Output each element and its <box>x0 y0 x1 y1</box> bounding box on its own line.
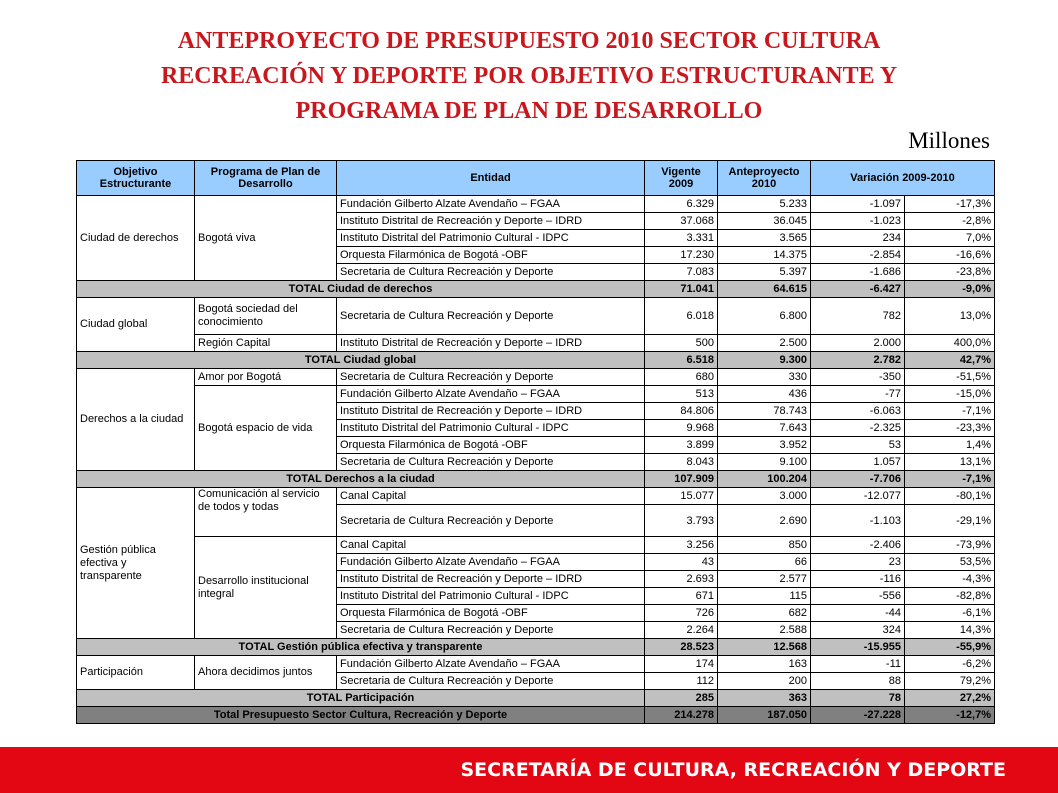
total-vigente: 107.909 <box>645 471 718 488</box>
footer-text: SECRETARÍA DE CULTURA, RECREACIÓN Y DEPORTE <box>460 759 1006 781</box>
entidad-cell: Canal Capital <box>337 488 645 505</box>
entidad-cell: Fundación Gilberto Alzate Avendaño – FGAA <box>337 656 645 673</box>
vigente-cell: 17.230 <box>645 247 718 264</box>
anteproyecto-cell: 66 <box>718 554 811 571</box>
vigente-cell: 8.043 <box>645 454 718 471</box>
total-anteproyecto: 9.300 <box>718 352 811 369</box>
variacion-pct-cell: 13,1% <box>905 454 995 471</box>
entidad-cell: Secretaria de Cultura Recreación y Deporte <box>337 622 645 639</box>
variacion-cell: 324 <box>811 622 905 639</box>
vigente-cell: 6.018 <box>645 298 718 335</box>
table-row <box>77 196 995 213</box>
entidad-cell: Fundación Gilberto Alzate Avendaño – FGAA <box>337 196 645 213</box>
anteproyecto-cell: 2.588 <box>718 622 811 639</box>
entidad-cell: Secretaria de Cultura Recreación y Deporte <box>337 369 645 386</box>
variacion-pct-cell: 79,2% <box>905 673 995 690</box>
variacion-pct-cell: -6,2% <box>905 656 995 673</box>
anteproyecto-cell: 2.690 <box>718 505 811 537</box>
programa-cell: Región Capital <box>195 335 337 352</box>
entidad-cell: Orquesta Filarmónica de Bogotá -OBF <box>337 605 645 622</box>
variacion-pct-cell: 13,0% <box>905 298 995 335</box>
entidad-cell: Fundación Gilberto Alzate Avendaño – FGAA <box>337 554 645 571</box>
total-variacion-pct: -7,1% <box>905 471 995 488</box>
objetivo-cell: Derechos a la ciudad <box>77 369 195 471</box>
variacion-pct-cell: -82,8% <box>905 588 995 605</box>
vigente-cell: 7.083 <box>645 264 718 281</box>
variacion-cell: -6.063 <box>811 403 905 420</box>
anteproyecto-cell: 163 <box>718 656 811 673</box>
budget-table <box>76 160 995 724</box>
total-label: TOTAL Derechos a la ciudad <box>77 471 645 488</box>
variacion-cell: -116 <box>811 571 905 588</box>
variacion-pct-cell: 14,3% <box>905 622 995 639</box>
variacion-pct-cell: -23,8% <box>905 264 995 281</box>
anteproyecto-cell: 7.643 <box>718 420 811 437</box>
total-row <box>77 690 995 707</box>
header-entidad: Entidad <box>337 161 645 196</box>
header-vigente: Vigente 2009 <box>645 161 718 196</box>
programa-cell: Bogotá viva <box>195 196 337 281</box>
header-objetivo: Objetivo Estructurante <box>77 161 195 196</box>
variacion-pct-cell: 53,5% <box>905 554 995 571</box>
vigente-cell: 43 <box>645 554 718 571</box>
entidad-cell: Canal Capital <box>337 537 645 554</box>
header-row <box>77 161 995 196</box>
table-body <box>77 196 995 724</box>
total-vigente: 28.523 <box>645 639 718 656</box>
vigente-cell: 6.329 <box>645 196 718 213</box>
vigente-cell: 3.899 <box>645 437 718 454</box>
variacion-cell: -556 <box>811 588 905 605</box>
total-vigente: 71.041 <box>645 281 718 298</box>
anteproyecto-cell: 330 <box>718 369 811 386</box>
table-row <box>77 537 995 554</box>
anteproyecto-cell: 9.100 <box>718 454 811 471</box>
total-anteproyecto: 363 <box>718 690 811 707</box>
table-row <box>77 298 995 335</box>
vigente-cell: 680 <box>645 369 718 386</box>
total-vigente: 285 <box>645 690 718 707</box>
entidad-cell: Instituto Distrital de Recreación y Deporte – IDRD <box>337 335 645 352</box>
header-programa: Programa de Plan de Desarrollo <box>195 161 337 196</box>
vigente-cell: 84.806 <box>645 403 718 420</box>
anteproyecto-cell: 2.577 <box>718 571 811 588</box>
vigente-cell: 3.331 <box>645 230 718 247</box>
total-anteproyecto: 64.615 <box>718 281 811 298</box>
vigente-cell: 174 <box>645 656 718 673</box>
page-title <box>0 24 1058 129</box>
entidad-cell: Instituto Distrital de Recreación y Deporte – IDRD <box>337 403 645 420</box>
total-row <box>77 281 995 298</box>
anteproyecto-cell: 115 <box>718 588 811 605</box>
vigente-cell: 37.068 <box>645 213 718 230</box>
variacion-cell: 782 <box>811 298 905 335</box>
units-label: Millones <box>908 128 990 153</box>
anteproyecto-cell: 3.000 <box>718 488 811 505</box>
objetivo-cell: Gestión pública efectiva y transparente <box>77 488 195 639</box>
anteproyecto-cell: 850 <box>718 537 811 554</box>
total-variacion: -7.706 <box>811 471 905 488</box>
table-row <box>77 335 995 352</box>
entidad-cell: Orquesta Filarmónica de Bogotá -OBF <box>337 247 645 264</box>
programa-cell: Comunicación al servicio de todos y todas <box>195 488 337 537</box>
anteproyecto-cell: 2.500 <box>718 335 811 352</box>
variacion-cell: 2.000 <box>811 335 905 352</box>
programa-cell: Amor por Bogotá <box>195 369 337 386</box>
variacion-cell: -2.406 <box>811 537 905 554</box>
objetivo-cell: Ciudad de derechos <box>77 196 195 281</box>
total-variacion-pct: 27,2% <box>905 690 995 707</box>
variacion-cell: 23 <box>811 554 905 571</box>
entidad-cell: Secretaria de Cultura Recreación y Deporte <box>337 298 645 335</box>
anteproyecto-cell: 5.233 <box>718 196 811 213</box>
anteproyecto-cell: 5.397 <box>718 264 811 281</box>
anteproyecto-cell: 3.952 <box>718 437 811 454</box>
total-variacion-pct: -55,9% <box>905 639 995 656</box>
programa-cell: Bogotá espacio de vida <box>195 386 337 471</box>
variacion-pct-cell: -17,3% <box>905 196 995 213</box>
entidad-cell: Instituto Distrital del Patrimonio Cultural - IDPC <box>337 588 645 605</box>
variacion-pct-cell: -2,8% <box>905 213 995 230</box>
footer-bar <box>0 747 1058 793</box>
vigente-cell: 3.793 <box>645 505 718 537</box>
variacion-pct-cell: 400,0% <box>905 335 995 352</box>
grand-total-variacion: -27.228 <box>811 707 905 724</box>
variacion-cell: 1.057 <box>811 454 905 471</box>
programa-cell: Bogotá sociedad del conocimiento <box>195 298 337 335</box>
programa-cell: Desarrollo institucional integral <box>195 537 337 639</box>
variacion-cell: -2.325 <box>811 420 905 437</box>
anteproyecto-cell: 78.743 <box>718 403 811 420</box>
vigente-cell: 500 <box>645 335 718 352</box>
variacion-cell: -77 <box>811 386 905 403</box>
variacion-cell: 53 <box>811 437 905 454</box>
total-row <box>77 639 995 656</box>
total-label: TOTAL Ciudad global <box>77 352 645 369</box>
anteproyecto-cell: 200 <box>718 673 811 690</box>
table-row <box>77 488 995 505</box>
variacion-pct-cell: -7,1% <box>905 403 995 420</box>
grand-total-row <box>77 707 995 724</box>
total-label: TOTAL Ciudad de derechos <box>77 281 645 298</box>
variacion-cell: -1.686 <box>811 264 905 281</box>
programa-cell: Ahora decidimos juntos <box>195 656 337 690</box>
total-variacion: 2.782 <box>811 352 905 369</box>
vigente-cell: 9.968 <box>645 420 718 437</box>
total-variacion: -15.955 <box>811 639 905 656</box>
title-line: RECREACIÓN Y DEPORTE POR OBJETIVO ESTRUCTURANTE Y <box>160 63 898 89</box>
variacion-pct-cell: -29,1% <box>905 505 995 537</box>
grand-total-vigente: 214.278 <box>645 707 718 724</box>
total-label: TOTAL Gestión pública efectiva y transparente <box>77 639 645 656</box>
variacion-cell: -1.103 <box>811 505 905 537</box>
entidad-cell: Secretaria de Cultura Recreación y Deporte <box>337 673 645 690</box>
total-variacion: 78 <box>811 690 905 707</box>
variacion-cell: -44 <box>811 605 905 622</box>
vigente-cell: 112 <box>645 673 718 690</box>
anteproyecto-cell: 14.375 <box>718 247 811 264</box>
header-variacion: Variación 2009-2010 <box>811 161 995 196</box>
anteproyecto-cell: 3.565 <box>718 230 811 247</box>
variacion-pct-cell: 1,4% <box>905 437 995 454</box>
entidad-cell: Secretaria de Cultura Recreación y Deporte <box>337 454 645 471</box>
anteproyecto-cell: 6.800 <box>718 298 811 335</box>
table-row <box>77 656 995 673</box>
vigente-cell: 671 <box>645 588 718 605</box>
header-anteproyecto: Anteproyecto 2010 <box>718 161 811 196</box>
variacion-cell: 234 <box>811 230 905 247</box>
variacion-cell: -1.023 <box>811 213 905 230</box>
objetivo-cell: Ciudad global <box>77 298 195 352</box>
grand-total-anteproyecto: 187.050 <box>718 707 811 724</box>
entidad-cell: Secretaria de Cultura Recreación y Deporte <box>337 505 645 537</box>
anteproyecto-cell: 436 <box>718 386 811 403</box>
variacion-pct-cell: -15,0% <box>905 386 995 403</box>
vigente-cell: 726 <box>645 605 718 622</box>
total-anteproyecto: 100.204 <box>718 471 811 488</box>
entidad-cell: Orquesta Filarmónica de Bogotá -OBF <box>337 437 645 454</box>
table-row <box>77 386 995 403</box>
total-variacion-pct: -9,0% <box>905 281 995 298</box>
grand-total-variacion-pct: -12,7% <box>905 707 995 724</box>
entidad-cell: Fundación Gilberto Alzate Avendaño – FGAA <box>337 386 645 403</box>
variacion-cell: -1.097 <box>811 196 905 213</box>
variacion-pct-cell: -73,9% <box>905 537 995 554</box>
entidad-cell: Secretaria de Cultura Recreación y Deporte <box>337 264 645 281</box>
variacion-pct-cell: -6,1% <box>905 605 995 622</box>
title-line: PROGRAMA DE PLAN DE DESARROLLO <box>295 98 763 124</box>
objetivo-cell: Participación <box>77 656 195 690</box>
variacion-cell: -12.077 <box>811 488 905 505</box>
total-row <box>77 352 995 369</box>
variacion-pct-cell: -23,3% <box>905 420 995 437</box>
entidad-cell: Instituto Distrital de Recreación y Deporte – IDRD <box>337 213 645 230</box>
total-row <box>77 471 995 488</box>
variacion-pct-cell: -51,5% <box>905 369 995 386</box>
vigente-cell: 15.077 <box>645 488 718 505</box>
variacion-pct-cell: -80,1% <box>905 488 995 505</box>
anteproyecto-cell: 682 <box>718 605 811 622</box>
entidad-cell: Instituto Distrital de Recreación y Deporte – IDRD <box>337 571 645 588</box>
entidad-cell: Instituto Distrital del Patrimonio Cultural - IDPC <box>337 420 645 437</box>
variacion-cell: -11 <box>811 656 905 673</box>
vigente-cell: 513 <box>645 386 718 403</box>
vigente-cell: 2.693 <box>645 571 718 588</box>
total-variacion: -6.427 <box>811 281 905 298</box>
total-vigente: 6.518 <box>645 352 718 369</box>
total-variacion-pct: 42,7% <box>905 352 995 369</box>
table-row <box>77 369 995 386</box>
entidad-cell: Instituto Distrital del Patrimonio Cultural - IDPC <box>337 230 645 247</box>
vigente-cell: 2.264 <box>645 622 718 639</box>
total-anteproyecto: 12.568 <box>718 639 811 656</box>
variacion-cell: 88 <box>811 673 905 690</box>
vigente-cell: 3.256 <box>645 537 718 554</box>
title-line: ANTEPROYECTO DE PRESUPUESTO 2010 SECTOR CULTURA <box>177 28 881 54</box>
variacion-cell: -2.854 <box>811 247 905 264</box>
variacion-pct-cell: 7,0% <box>905 230 995 247</box>
anteproyecto-cell: 36.045 <box>718 213 811 230</box>
variacion-cell: -350 <box>811 369 905 386</box>
variacion-pct-cell: -4,3% <box>905 571 995 588</box>
variacion-pct-cell: -16,6% <box>905 247 995 264</box>
grand-total-label: Total Presupuesto Sector Cultura, Recreación y Deporte <box>77 707 645 724</box>
total-label: TOTAL Participación <box>77 690 645 707</box>
